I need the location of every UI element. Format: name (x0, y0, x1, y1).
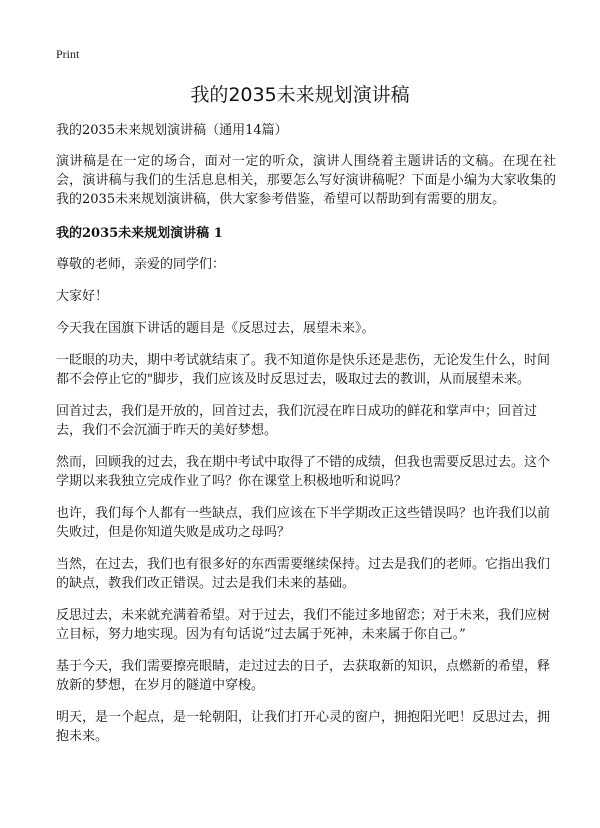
document-subtitle: 我的2035未来规划演讲稿（通用14篇） (56, 123, 288, 138)
paragraph-hello: 大家好！ (56, 289, 109, 304)
paragraph-greeting: 尊敬的老师，亲爱的同学们： (56, 257, 226, 272)
print-link[interactable]: Print (56, 47, 80, 61)
paragraph-topic: 今天我在国旗下讲话的题目是《反思过去，展望未来》。 (56, 321, 375, 336)
paragraph: 回首过去，我们是开放的，回首过去，我们沉浸在昨日成功的鲜花和掌声中；回首过去，我们不会沉湎于昨天的美好梦想。 (56, 404, 538, 438)
document-body (56, 122, 556, 759)
paragraph: 然而，回顾我的过去，我在期中考试中取得了不错的成绩，但我也需要反思过去。这个学期以来我独立完成作业了吗？你在课堂上积极地听和说吗？ (56, 455, 551, 489)
paragraph: 基于今天，我们需要擦亮眼睛，走过过去的日子，去获取新的知识，点燃新的希望，释放新的梦想，在岁月的隧道中穿梭。 (56, 659, 551, 693)
paragraph: 反思过去，未来就充满着希望。对于过去，我们不能过多地留恋；对于未来，我们应树立目标，努力地实现。因为有句话说“过去属于死神，未来属于你自己。” (56, 608, 551, 642)
paragraph: 明天，是一个起点，是一轮朝阳，让我们打开心灵的窗户，拥抱阳光吧！反思过去，拥抱未来。 (56, 710, 551, 744)
page-title: 我的2035未来规划演讲稿 (190, 84, 410, 106)
paragraph: 一眨眼的功夫，期中考试就结束了。我不知道你是快乐还是悲伤，无论发生什么，时间都不会停止它的"脚步，我们应该及时反思过去，吸取过去的教训，从而展望未来。 (56, 353, 551, 387)
paragraph: 当然，在过去，我们也有很多好的东西需要继续保持。过去是我们的老师。它指出我们的缺点，教我们改正错误。过去是我们未来的基础。 (56, 557, 551, 591)
intro-paragraph: 演讲稿是在一定的场合，面对一定的听众，演讲人围绕着主题讲话的文稿。在现在社会，演讲稿与我们的生活息息相关，那要怎么写好演讲稿呢？下面是小编为大家收集的我的2035未来规划演讲稿，供大家参考借鉴，希望可以帮助到有需要的朋友。 (56, 154, 556, 207)
section-heading: 我的2035未来规划演讲稿 1 (56, 226, 223, 241)
paragraph: 也许，我们每个人都有一些缺点，我们应该在下半学期改正这些错误吗？也许我们以前失败过，但是你知道失败是成功之母吗？ (56, 506, 551, 540)
